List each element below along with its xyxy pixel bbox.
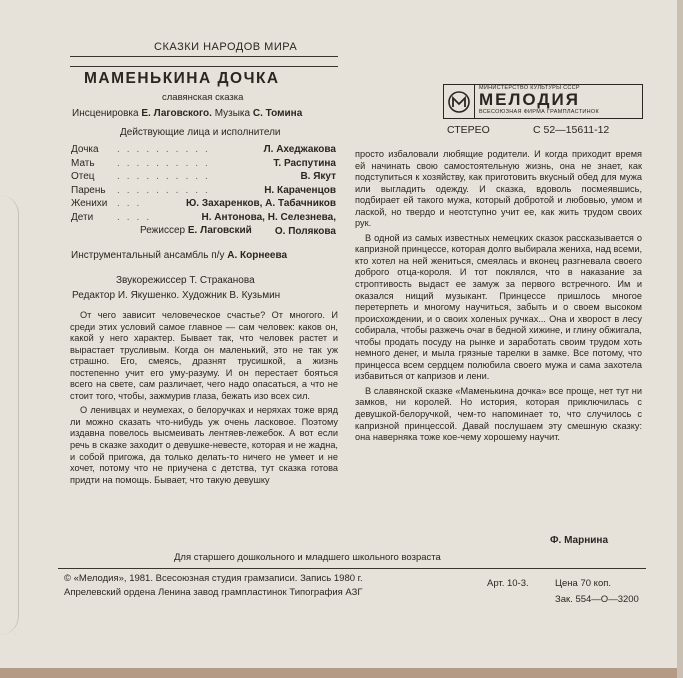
melodiya-logo — [443, 84, 643, 119]
article-number: Арт. 10-3. — [487, 578, 529, 589]
audience-note: Для старшего дошкольного и младшего школьного возраста — [174, 552, 441, 563]
director-credit — [140, 225, 252, 236]
paragraph: просто избаловали любящие родители. И когда приходит время ей начинать свою самостоятельную жизнь, она не знает, как подступиться к хозяйству, как приготовить вкусный обед для мужа или выгладить одежду. И сказка, вдоволь посмеявшись, подбирает ей такого мужа, который добротой и любовью, умом и лаской, но твердо и неотступно учит ее, как жить трудом своих рук. — [355, 149, 642, 229]
staging-name: Е. Лаговского. — [141, 108, 212, 119]
paragraph: От чего зависит человеческое счастье? От многого. И среди этих условий самое главное — сам человек: каков он, какой у него характер. Бывает так, что человек растет и вырастает трусливым. Когда он маленький, это не так уж страшно. Его, смеясь, дразнят трусишкой, а жизнь постепенно учит его уму-разуму. И он перестает бояться всего на свете, сам различает, чего надо опасаться, а что не стоит того, чтобы, зажмурив глаза, бежать изо всех сил. — [70, 310, 338, 401]
ensemble-label: Инструментальный ансамбль п/у — [71, 250, 225, 261]
price: Цена 70 коп. — [555, 578, 612, 589]
cast-list — [71, 143, 336, 238]
cast-actor: Н. Караченцов — [264, 184, 336, 196]
cast-actor: В. Якут — [300, 171, 336, 183]
staging-credits — [72, 108, 302, 119]
catalog-number: С 52—15611-12 — [533, 124, 610, 136]
music-name: С. Томина — [252, 108, 303, 119]
cast-role: Отец — [71, 171, 95, 183]
cast-row: Мать .......... Т. Распутина — [71, 157, 336, 169]
cast-role: Женихи — [71, 198, 108, 210]
paragraph: В одной из самых известных немецких сказок рассказывается о капризной принцессе, которая долго выбирала жениха, над всеми, кто хотел на ней жениться, смеялась и вконец разгневала своего доброго отца-короля. И тот поклялся, что в наказание за строптивость выдаст ее замуж за первого встречного. Им и оказался нищий музыкант. Принцессе пришлось многое перетерпеть и многому научиться, забыть и о своем высоком происхождении, и о своих холеных ручках... Она и хворост в лесу собирала, чтобы разжечь очаг в бедной хижине, и глину обжигала, чтобы продать посуду на рынке и заработать своим трудом хоть немного денег, и мыла грязные тарелки в замке. Все потому, что принцесса всем сердцем полюбила своего мужа и сама захотела избавиться от капризов и лени. — [355, 232, 642, 382]
copyright-line: © «Мелодия», 1981. Всесоюзная студия грамзаписи. Запись 1980 г. — [64, 573, 363, 584]
stereo-label: СТЕРЕО — [447, 124, 490, 136]
music-label: Музыка — [214, 108, 251, 119]
cast-actor: Л. Ахеджакова — [263, 144, 336, 155]
staging-label: Инсценировка — [72, 108, 139, 119]
cast-role: Парень — [71, 184, 106, 196]
album-title: МАМЕНЬКИНА ДОЧКА — [84, 70, 280, 87]
ensemble-credit — [71, 250, 287, 261]
series-title: СКАЗКИ НАРОДОВ МИРА — [154, 41, 298, 53]
cast-actor: Т. Распутина — [273, 157, 336, 169]
cast-row: Дочка .......... Л. Ахеджакова — [71, 144, 336, 155]
sleeve-right-edge — [677, 0, 683, 678]
sound-engineer-credit: Звукорежиссер Т. Стракaнова — [116, 275, 255, 286]
paragraph: О ленивцах и неумехах, о белоручках и неряхах тоже вряд ли можно сказать что-нибудь уж очень ласковое. Поэтому издавна повелось высмеивать лентяев-лежебок. А вот если речь в сказке заходит о девушке-невесте, которая и не жадна, и собой пригожа, да только делать-то ничего не умеет и не хочет, потому что не приучена с детства, тут сказка готова придти на помощь. Бывает, что такую девушку — [70, 405, 338, 485]
footer-rule — [58, 568, 646, 569]
cast-actor: О. Полякова — [274, 225, 336, 237]
cast-role — [71, 225, 117, 239]
cast-row: Женихи ... Ю. Захаренков, А. Табачников — [71, 198, 336, 210]
cast-role: Дети — [71, 211, 94, 223]
sleeve-bottom-edge — [0, 668, 683, 678]
liner-notes-left — [70, 310, 338, 489]
paragraph: В славянской сказке «Маменькина дочка» все проще, нет тут ни замков, ни королей. Но история, которая приключилась с девушкой-белоручкой, чем-то напоминает то, что случилось с капризной принцессой. Давай послушаем эту смешную сказку: она наверняка тоже кое-чему хорошему научит. — [355, 385, 642, 443]
ensemble-name: А. Корнеева — [227, 250, 288, 261]
ministry-text: МИНИСТЕРСТВО КУЛЬТУРЫ СССР — [479, 85, 580, 91]
title-rule — [70, 66, 338, 67]
cast-row: Дети .... Н. Антонова, Н. Селезнева, — [71, 211, 336, 223]
director-name: Е. Лаговский — [187, 225, 252, 236]
cast-actor: Н. Антонова, Н. Селезнева, — [201, 211, 336, 223]
editor-credit: Редактор И. Якушенко. Художник В. Кузьмин — [72, 290, 281, 301]
melodiya-mark-icon — [444, 85, 475, 118]
album-subtitle: славянская сказка — [162, 92, 244, 103]
cast-row: Отец .......... В. Якут — [71, 171, 336, 183]
top-rule — [70, 56, 338, 57]
cast-role: Мать — [71, 157, 95, 169]
liner-notes-right — [355, 149, 642, 447]
order-number: Зак. 554—О—3200 — [555, 594, 639, 605]
brand-name: МЕЛОДИЯ — [479, 90, 580, 109]
author-signature: Ф. Марнина — [550, 535, 609, 546]
cast-row: Парень .......... Н. Караченцов — [71, 184, 336, 196]
cast-role: Дочка — [71, 144, 99, 155]
company-text: ВСЕСОЮЗНАЯ ФИРМА ГРАМПЛАСТИНОК — [479, 109, 599, 115]
cast-actor: Ю. Захаренков, А. Табачников — [185, 198, 336, 210]
cast-heading: Действующие лица и исполнители — [120, 127, 281, 138]
director-label: Режиссер — [140, 225, 186, 236]
plant-line: Апрелевский ордена Ленина завод грампластинок Типография АЗГ — [64, 587, 363, 598]
sleeve-notch — [0, 195, 19, 635]
